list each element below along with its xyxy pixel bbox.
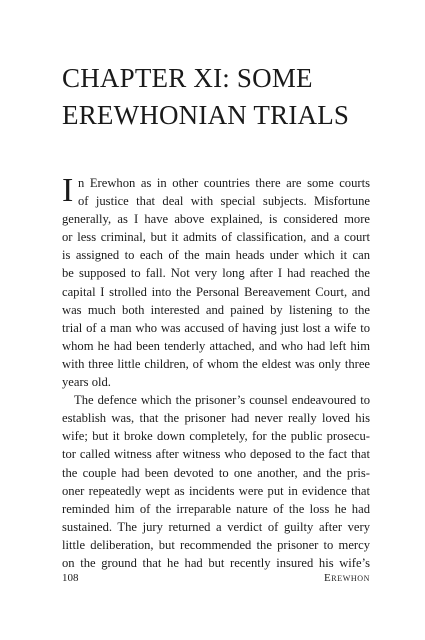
paragraph-line: establish was, that the prisoner had never really loved his [62, 411, 370, 426]
body-text [62, 174, 370, 572]
page-number: 108 [62, 572, 79, 584]
paragraph-line: tor called witness after witness who deposed to the fact that [62, 447, 370, 462]
paragraph-line: with three little children, of whom the eldest was only three [62, 356, 370, 371]
paragraph-line: sustained. The jury returned a verdict of guilty after very [62, 519, 370, 534]
paragraph-2 [62, 391, 370, 572]
line-text: n Erewhon as in other countries there are some courts [78, 176, 370, 190]
chapter-title-line-1: CHAPTER XI: SOME [62, 63, 313, 93]
drop-cap: I [62, 172, 74, 209]
paragraph-line: The defence which the prisoner’s counsel endeavoured to [74, 393, 370, 408]
paragraph-line: little deliberation, but recommended the prisoner to mercy [62, 537, 370, 552]
paragraph-line: the couple had been devoted to one another, and the pris- [62, 465, 370, 480]
paragraph-line: years old. [62, 375, 111, 390]
paragraph-1 [62, 174, 370, 391]
paragraph-line: capital I strolled into the Personal Bereavement Court, and [62, 284, 370, 299]
paragraph-line: wife; but it broke down completely, for the public prosecu- [62, 429, 370, 444]
paragraph-line: on the ground that he had but recently insured his wife’s [62, 555, 370, 570]
paragraph-line: reminded him of the irreparable nature of the loss he had [62, 501, 370, 516]
paragraph-line: oner repeatedly wept as incidents were put in evidence that [62, 483, 370, 498]
running-head: Erewhon [323, 572, 370, 584]
paragraph-line: or less criminal, but it admits of classification, and a court [62, 230, 370, 245]
paragraph-line: is assigned to each of the main heads under which it can [62, 248, 370, 263]
paragraph-line: whom he had been tenderly attached, and who had left him [62, 338, 370, 353]
paragraph-line: was much both interested and pained by listening to the [62, 302, 370, 317]
paragraph-line: generally, as I have above explained, is considered more [62, 212, 370, 227]
chapter-title-line-2: EREWHONIAN TRIALS [62, 100, 350, 130]
paragraph-line: of justice that deal with special subjects. Misfortune [78, 194, 370, 209]
paragraph-line: be supposed to fall. Not very long after I had reached the [62, 266, 370, 281]
paragraph-line: trial of a man who was accused of having just lost a wife to [62, 320, 370, 335]
chapter-title [62, 60, 382, 134]
